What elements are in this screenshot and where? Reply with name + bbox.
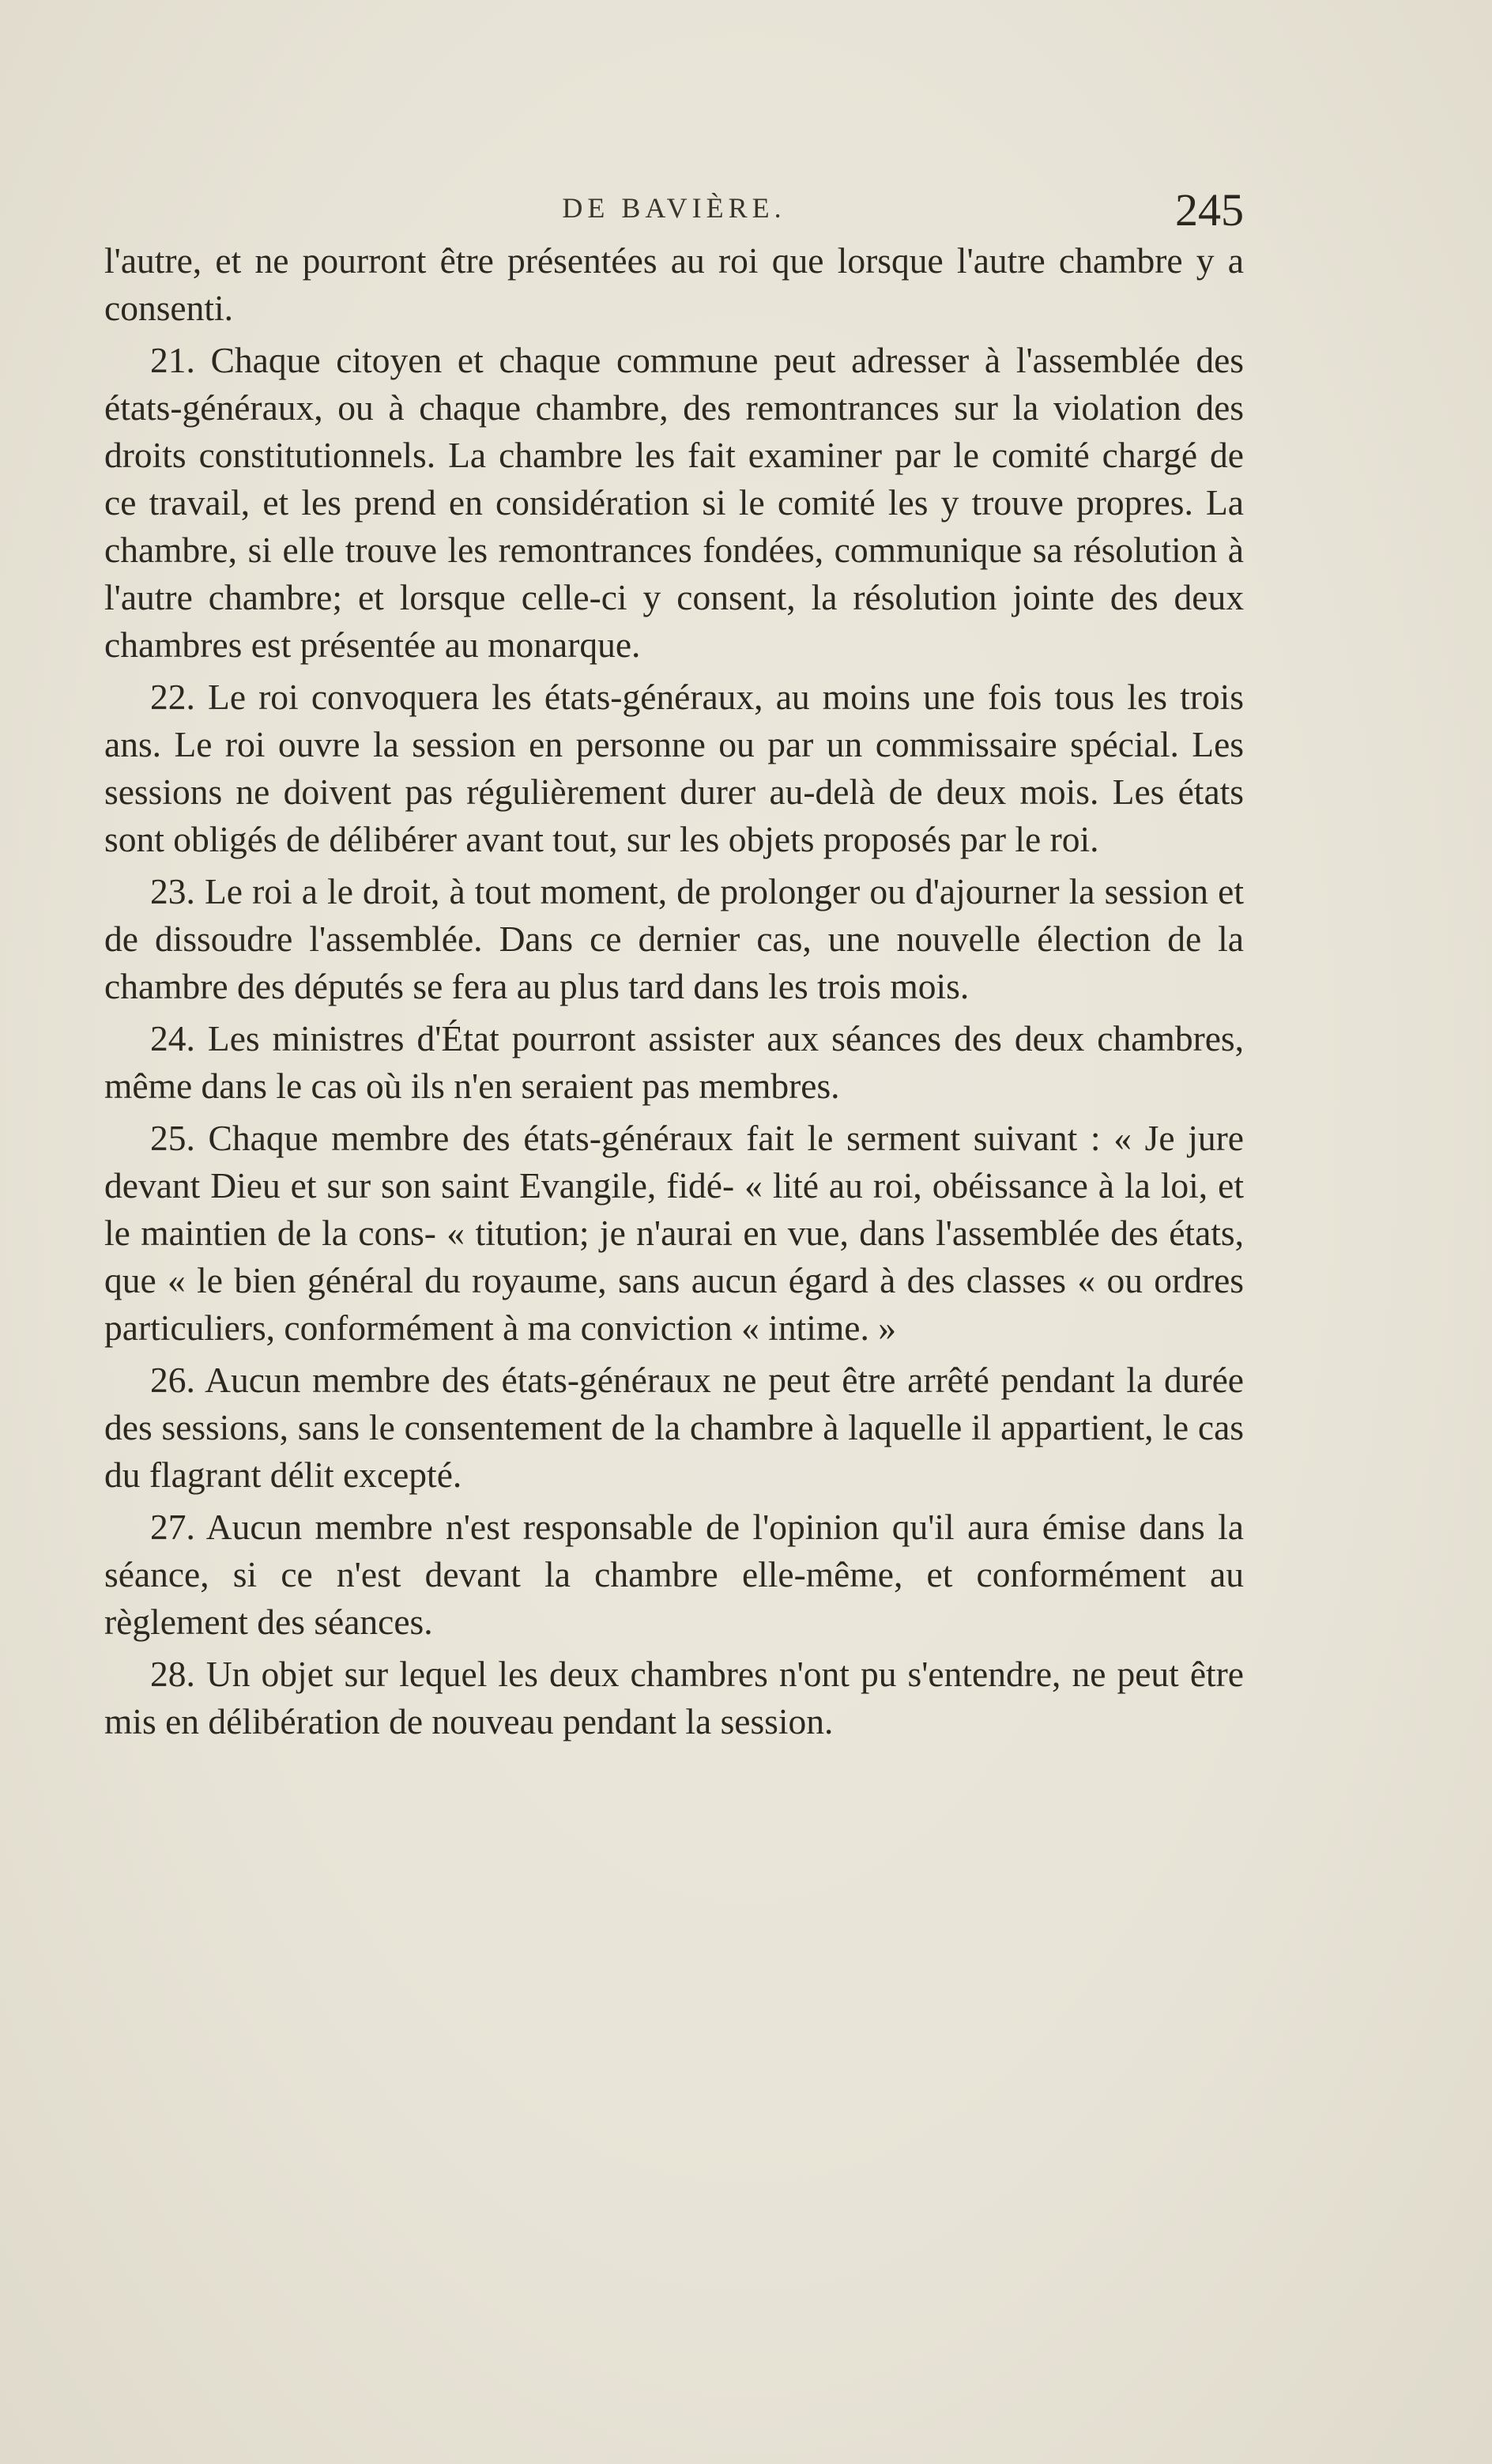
- article-23: 23. Le roi a le droit, à tout moment, de prolonger ou d'ajourner la session et de dissoudre l'assemblée. Dans ce dernier cas, une nouvelle élection de la chambre des députés se fera au plus tard dans les trois mois.: [104, 871, 1244, 1006]
- article-26: 26. Aucun membre des états-généraux ne peut être arrêté pendant la durée des sessions, sans le consentement de la chambre à laquelle il appartient, le cas du flagrant délit excepté.: [104, 1360, 1244, 1495]
- article-24: 24. Les ministres d'État pourront assister aux séances des deux chambres, même dans le cas où ils n'en seraient pas membres.: [104, 1018, 1244, 1106]
- article-25: 25. Chaque membre des états-généraux fait le serment suivant : « Je jure devant Dieu et sur son saint Evangile, fidé- « lité au roi, obéissance à la loi, et le maintien de la cons- « titution; je n'aurai en vue, dans l'assemblée des états, que « le bien général du royaume, sans aucun égard à des classes « ou ordres particuliers, conformément à ma conviction « intime. »: [104, 1118, 1244, 1348]
- paragraph-continued: l'autre, et ne pourront être présentées au roi que lorsque l'autre chambre y a consenti.: [104, 240, 1244, 328]
- article-21: 21. Chaque citoyen et chaque commune peut adresser à l'assemblée des états-généraux, ou à chaque chambre, des remontrances sur la violation des droits constitutionnels. La chambre les fait examiner par le comité chargé de ce travail, et les prend en considération si le comité les y trouve propres. La chambre, si elle trouve les remontrances fondées, communique sa résolution à l'autre chambre; et lorsque celle-ci y consent, la résolution jointe des deux chambres est présentée au monarque.: [104, 340, 1244, 665]
- body-text: [104, 237, 1244, 1750]
- page-header: [104, 183, 1244, 239]
- article-27: 27. Aucun membre n'est responsable de l'opinion qu'il aura émise dans la séance, si ce n'est devant la chambre elle-même, et conformément au règlement des séances.: [104, 1507, 1244, 1642]
- article-28: 28. Un objet sur lequel les deux chambres n'ont pu s'entendre, ne peut être mis en délibération de nouveau pendant la session.: [104, 1654, 1244, 1741]
- running-head: DE BAVIÈRE.: [562, 192, 786, 224]
- page-number: 245: [1175, 184, 1244, 236]
- article-22: 22. Le roi convoquera les états-généraux, au moins une fois tous les trois ans. Le roi ouvre la session en personne ou par un commissaire spécial. Les sessions ne doivent pas régulièrement durer au-delà de deux mois. Les états sont obligés de délibérer avant tout, sur les objets proposés par le roi.: [104, 677, 1244, 859]
